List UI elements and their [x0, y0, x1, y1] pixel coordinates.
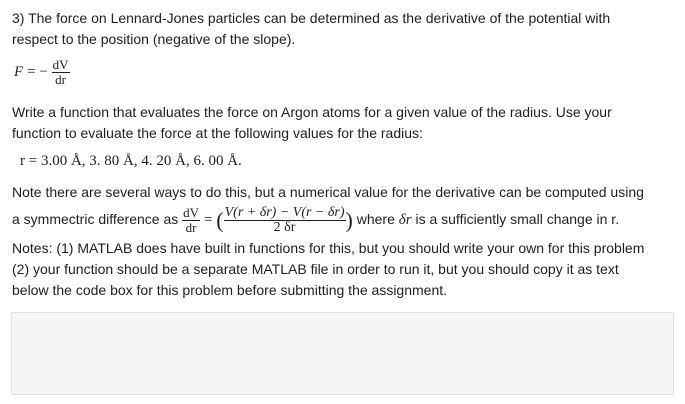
fraction-numerator: dV	[52, 57, 69, 72]
force-equation	[14, 58, 674, 87]
intro-text	[12, 8, 672, 50]
difference-denominator: 2 δr	[224, 220, 346, 235]
difference-numerator: V(r + δr) − V(r − δr)	[224, 204, 345, 220]
task-line-1: Write a function that evaluates the force on Argon atoms for a given value of the radius. Use your	[12, 104, 612, 120]
close-paren: )	[345, 207, 353, 233]
symmetric-difference-line	[12, 204, 672, 235]
derivative-fraction	[52, 58, 70, 87]
note-line-2-end: is a sufficiently small change in r.	[415, 211, 620, 227]
notes-line-1: Notes: (1) MATLAB does have built in functions for this, but you should write your own for this problem	[12, 240, 645, 256]
task-line-2: function to evaluate the force at the following values for the radius:	[12, 125, 423, 141]
delta-r-symbol: δr	[398, 212, 412, 228]
eq-symbol-f: F	[14, 64, 24, 81]
notes-line-2: (2) your function should be a separate MATLAB file in order to run it, but you should copy it as text	[12, 261, 619, 277]
fraction-denominator: dr	[52, 72, 70, 87]
sym-equals: =	[203, 212, 213, 228]
fraction-numerator-2: dV	[183, 204, 200, 220]
fraction-denominator-2: dr	[182, 220, 200, 235]
answer-code-box[interactable]	[11, 312, 674, 395]
eq-equals-minus: = −	[27, 64, 48, 81]
note-line-1: Note there are several ways to do this, but a numerical value for the derivative can be computed using	[12, 184, 644, 200]
derivative-fraction-2	[182, 206, 200, 235]
note-line-2-start: a symmectric difference as	[12, 211, 179, 227]
intro-line-1: 3) The force on Lennard-Jones particles can be determined as the derivative of the potential with	[12, 10, 611, 26]
radius-values	[20, 150, 680, 172]
open-paren: (	[216, 207, 224, 233]
task-text	[12, 102, 672, 144]
notes-text	[12, 238, 672, 301]
notes-line-3: below the code box for this problem before submitting the assignment.	[12, 282, 448, 298]
difference-fraction	[224, 206, 346, 235]
note-line-2-where: where	[356, 211, 395, 227]
radius-equation: r = 3.00 Å, 3. 80 Å, 4. 20 Å, 6. 00 Å.	[20, 153, 242, 169]
intro-line-2: respect to the position (negative of the slope).	[12, 31, 296, 47]
